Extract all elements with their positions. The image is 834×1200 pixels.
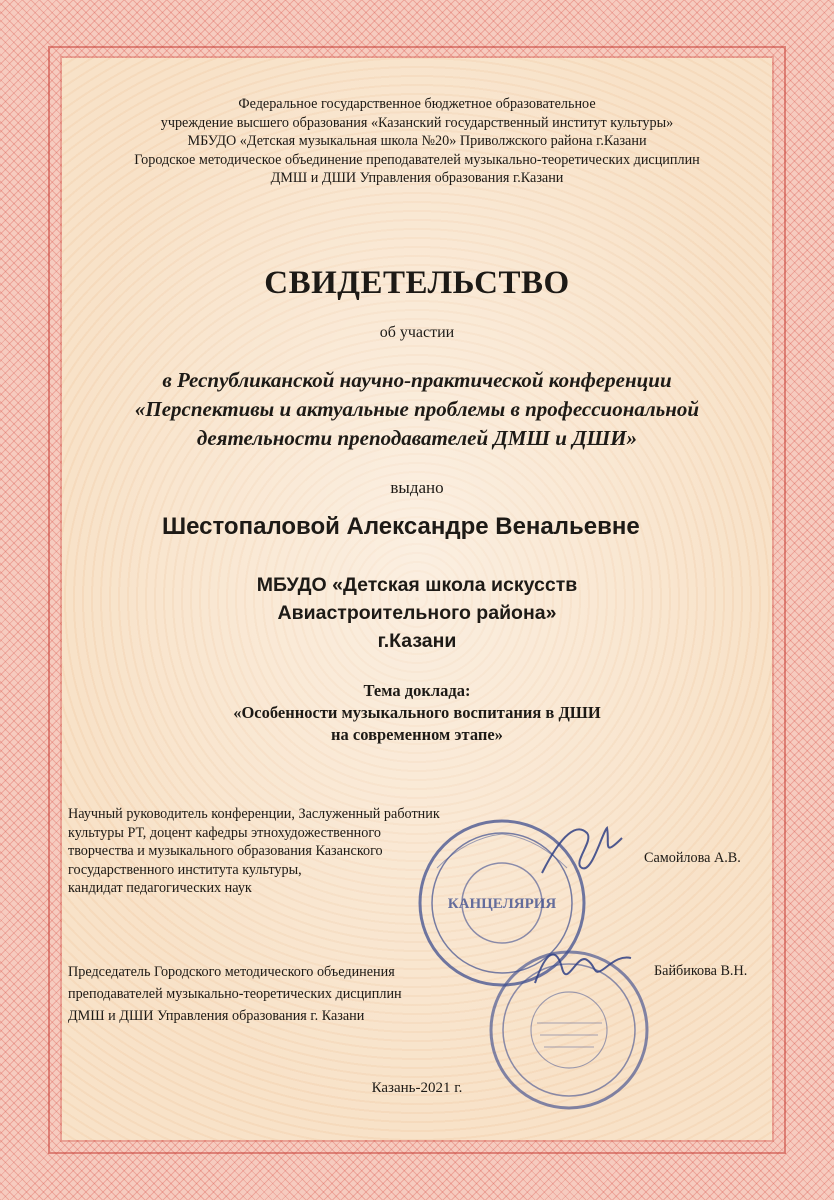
header-line: Городское методическое объединение преподавателей музыкально-теоретических дисциплин [134,151,700,168]
signatory-1-line: кандидат педагогических наук [68,880,252,896]
signature-baybikova [527,938,637,998]
topic-line: на современном этапе» [331,725,503,744]
document-subtitle: об участии [379,324,455,341]
recipient-organization [62,571,772,655]
signatory-2-name: Байбикова В.Н. [654,963,748,979]
place-date: Казань-2021 г. [371,1080,463,1096]
conference-line: деятельности преподавателей ДМШ и ДШИ» [196,426,638,450]
header-line: ДМШ и ДШИ Управления образования г.Казани [270,170,564,186]
conference-line: «Перспективы и актуальные проблемы в профессиональной [134,397,700,421]
conference-line: в Республиканской научно-практической конференции [162,368,672,392]
signatory-1-line: творчества и музыкального образования Казанского [68,843,383,859]
report-topic [62,680,772,746]
signatory-2-line: преподавателей музыкально-теоретических дисциплин [68,986,402,1002]
signatory-1-line: Научный руководитель конференции, Заслуженный работник [68,806,440,822]
issued-label: выдано [390,478,444,497]
signatory-1-title [68,805,440,898]
topic-label: Тема доклада: [363,681,471,700]
recipient-name: Шестопаловой Александре Венальевне [162,513,640,540]
stamp-text: КАНЦЕЛЯРИЯ [447,896,557,912]
topic-line: «Особенности музыкального воспитания в ДШИ [233,703,601,722]
organization-line: МБУДО «Детская школа искусств [256,574,578,596]
header-line: МБУДО «Детская музыкальная школа №20» Приволжского района г.Казани [187,133,647,149]
organization-line: г.Казани [377,630,457,652]
header-line: Федеральное государственное бюджетное образовательное [238,96,596,112]
signature-samoylova [532,813,632,893]
organization-line: Авиастроительного района» [277,602,557,624]
certificate-body [62,58,772,1140]
signatory-2-line: Председатель Городского методического объединения [68,964,395,980]
signatory-2-line: ДМШ и ДШИ Управления образования г. Казани [68,1008,365,1024]
conference-name [62,366,772,453]
signatory-2-title [68,961,402,1027]
signatory-1-name: Самойлова А.В. [644,850,741,866]
header-line: учреждение высшего образования «Казанский государственный институт культуры» [160,114,674,131]
document-title: СВИДЕТЕЛЬСТВО [264,265,570,301]
signatory-1-line: государственного института культуры, [68,861,302,878]
issuer-header [62,95,772,188]
signatory-1-line: культуры РТ, доцент кафедры этнохудожественного [68,824,381,841]
